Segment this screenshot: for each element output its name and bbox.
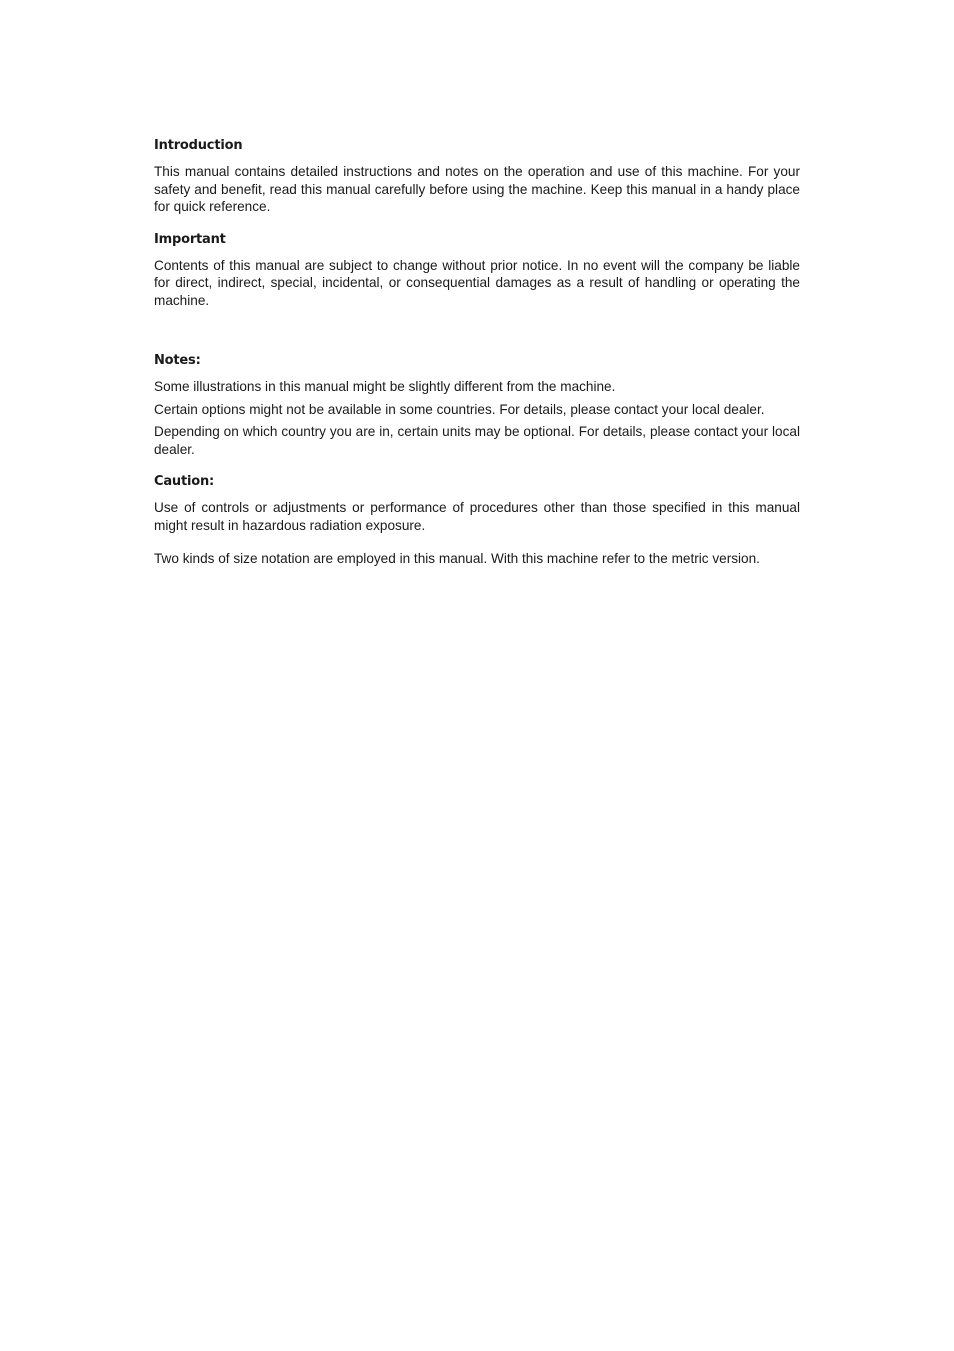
caution-heading: Caution:: [154, 474, 215, 489]
caution-text: Use of controls or adjustments or performance of procedures other than those specified in this manual might result in hazardous radiation exposure.: [154, 500, 800, 533]
note-item: Some illustrations in this manual might be slightly different from the machine.: [154, 379, 616, 394]
introduction-text: This manual contains detailed instructions and notes on the operation and use of this machine. For your safety and benefit, read this manual carefully before using the machine. Keep this manual in a handy place for quick reference.: [154, 164, 800, 214]
size-notation-text: Two kinds of size notation are employed in this manual. With this machine refer to the metric version.: [154, 551, 760, 566]
document-page: [154, 136, 800, 568]
note-item: Depending on which country you are in, certain units may be optional. For details, please contact your local dealer.: [154, 424, 800, 457]
important-text: Contents of this manual are subject to change without prior notice. In no event will the company be liable for direct, indirect, special, incidental, or consequential damages as a result of handling or operating the machine.: [154, 257, 800, 308]
note-item: Certain options might not be available in some countries. For details, please contact your local dealer.: [154, 401, 765, 417]
introduction-heading: Introduction: [154, 138, 243, 153]
important-heading: Important: [154, 231, 226, 247]
notes-heading: Notes:: [154, 353, 201, 368]
